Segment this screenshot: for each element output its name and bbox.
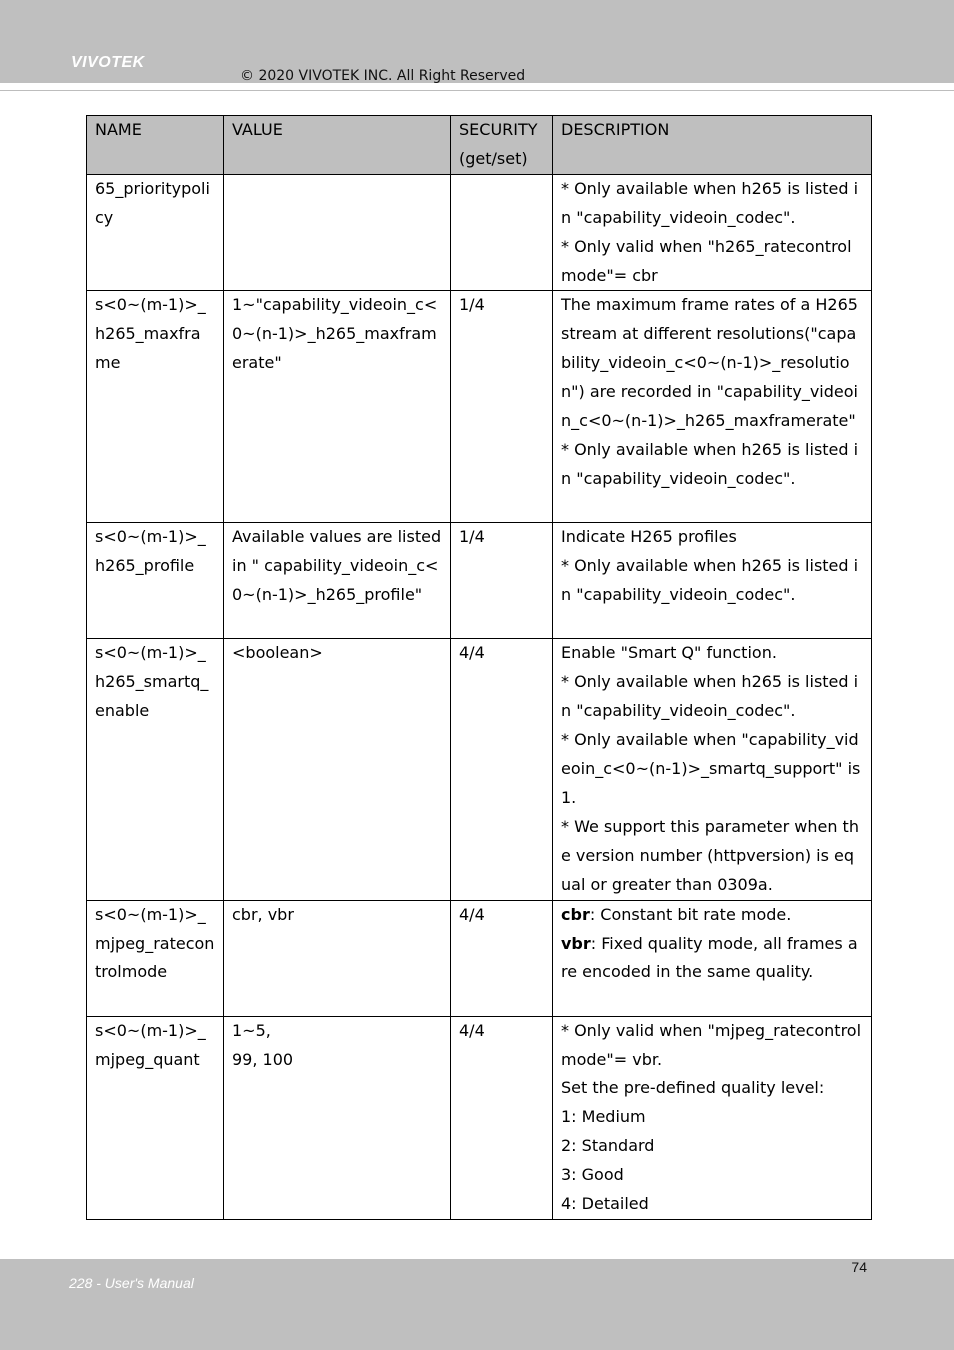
description-text: : Fixed quality mode, all frames are encoded in the same quality. [561, 933, 858, 982]
param-security: 4/4 [451, 639, 553, 900]
column-header-value: VALUE [224, 116, 451, 175]
description-line: Indicate H265 profiles [561, 527, 737, 547]
column-header-security: SECURITY(get/set) [451, 116, 553, 175]
brand-logo-text: VIVOTEK [71, 54, 145, 71]
column-header-name: NAME [87, 116, 224, 175]
manual-page-label: 228 - User's Manual [69, 1275, 194, 1291]
description-line: 2: Standard [561, 1136, 655, 1156]
param-security [451, 174, 553, 291]
description-line: The maximum frame rates of a H265 stream at different resolutions("capability_videoin_c<0~(n-1)>_resolution") are recorded in "capability_videoin_c<0~(n-1)>_h265_maxframerate" [561, 295, 858, 431]
param-value [224, 1016, 451, 1219]
copyright-notice: © 2020 VIVOTEK INC. All Right Reserved [240, 68, 526, 84]
description-text: : Constant bit rate mode. [589, 904, 792, 924]
param-value: Available values are listed in " capability_videoin_c<0~(n-1)>_h265_profile" [224, 523, 451, 639]
description-term: vbr [561, 933, 591, 953]
description-line: * Only available when h265 is listed in "capability_videoin_codec". [561, 672, 859, 721]
param-name: s<0~(m-1)>_mjpeg_ratecontrolmode [87, 900, 224, 1016]
table-row [87, 639, 872, 900]
param-security: 1/4 [451, 291, 553, 523]
footer-band [0, 1259, 954, 1350]
param-name: s<0~(m-1)>_mjpeg_quant [87, 1016, 224, 1219]
param-description [553, 639, 872, 900]
parameter-table [86, 115, 872, 1220]
description-line: 4: Detailed [561, 1194, 649, 1214]
page-number: 74 [851, 1259, 867, 1275]
param-security: 4/4 [451, 1016, 553, 1219]
description-line: Enable "Smart Q" function. [561, 643, 777, 663]
description-line: * Only valid when "mjpeg_ratecontrolmode"= vbr. [561, 1020, 862, 1069]
header-divider [0, 90, 954, 91]
param-name: s<0~(m-1)>_h265_maxframe [87, 291, 224, 523]
description-line: Set the pre-defined quality level: [561, 1078, 825, 1098]
description-line [561, 930, 863, 988]
column-header-description: DESCRIPTION [553, 116, 872, 175]
description-line: * Only available when h265 is listed in "capability_videoin_codec". [561, 178, 859, 227]
description-line: * Only available when h265 is listed in "capability_videoin_codec". [561, 556, 859, 605]
description-line: * Only available when "capability_videoin_c<0~(n-1)>_smartq_support" is 1. [561, 730, 861, 807]
param-description [553, 1016, 872, 1219]
table-row [87, 523, 872, 639]
param-value [224, 174, 451, 291]
table-header-row [87, 116, 872, 175]
param-value: cbr, vbr [224, 900, 451, 1016]
param-description [553, 291, 872, 523]
table-row [87, 1016, 872, 1219]
param-name: s<0~(m-1)>_h265_profile [87, 523, 224, 639]
value-line: 99, 100 [232, 1049, 294, 1069]
param-name: 65_prioritypolicy [87, 174, 224, 291]
param-description [553, 523, 872, 639]
table-row [87, 291, 872, 523]
table-row [87, 900, 872, 1016]
table-row [87, 174, 872, 291]
description-line: * We support this parameter when the version number (httpversion) is equal or greater than 0309a. [561, 816, 859, 894]
param-description [553, 174, 872, 291]
param-name: s<0~(m-1)>_h265_smartq_enable [87, 639, 224, 900]
value-line: 1~5, [232, 1020, 271, 1040]
description-line: * Only available when h265 is listed in "capability_videoin_codec". [561, 439, 859, 488]
param-description [553, 900, 872, 1016]
param-security: 4/4 [451, 900, 553, 1016]
param-value: 1~"capability_videoin_c<0~(n-1)>_h265_maxframerate" [224, 291, 451, 523]
description-line [561, 901, 863, 930]
param-security: 1/4 [451, 523, 553, 639]
description-term: cbr [561, 904, 590, 924]
description-line: 1: Medium [561, 1107, 646, 1127]
param-value: <boolean> [224, 639, 451, 900]
description-line: 3: Good [561, 1165, 624, 1185]
description-line: * Only valid when "h265_ratecontrolmode"= cbr [561, 236, 852, 285]
